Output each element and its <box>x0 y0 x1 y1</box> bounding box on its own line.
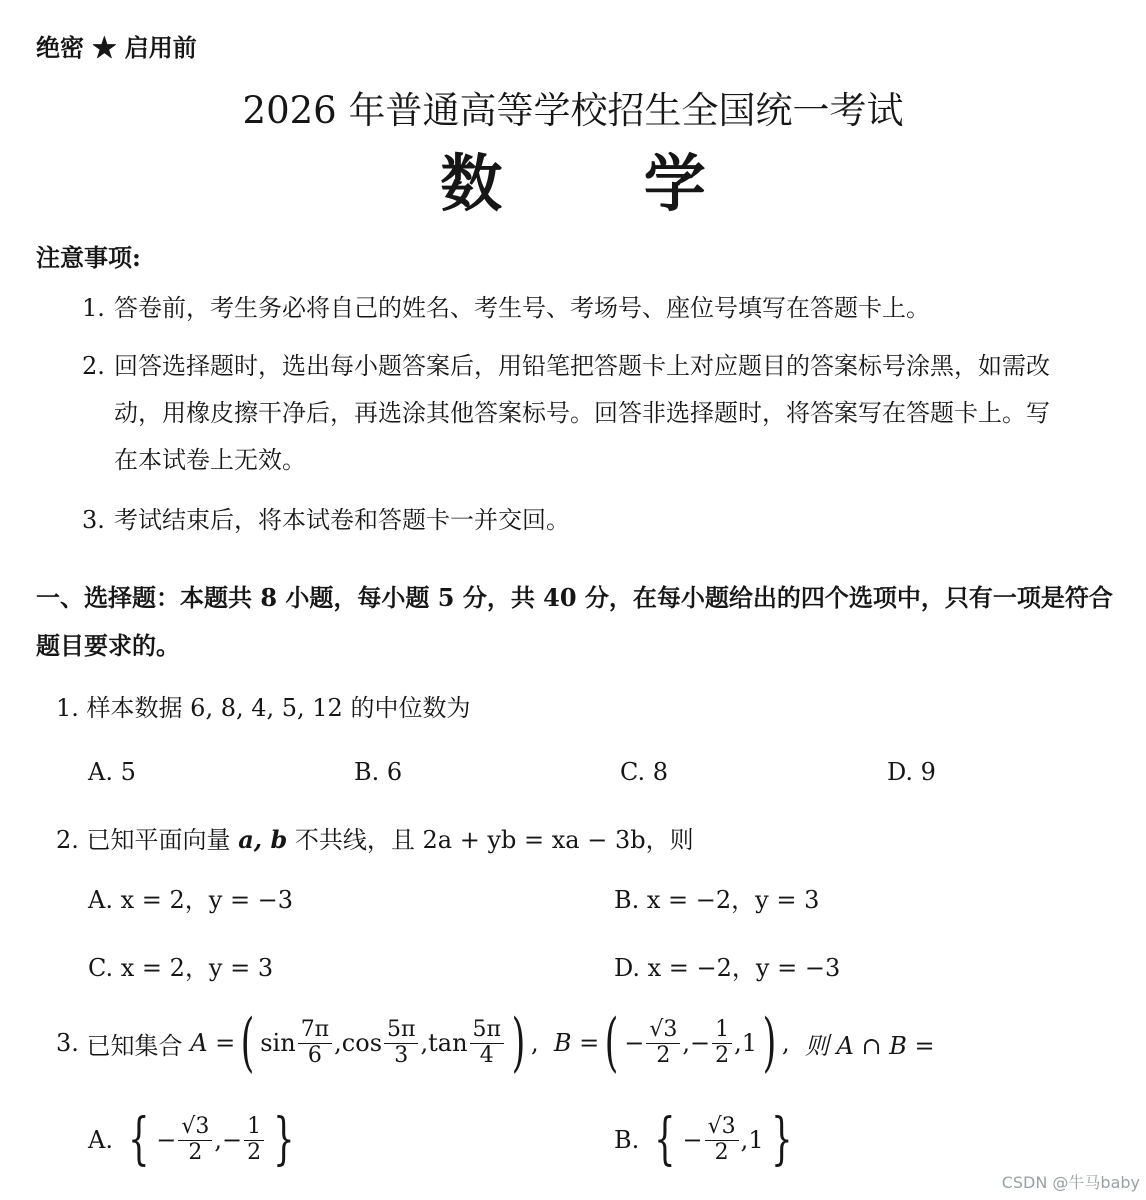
right-brace: } <box>770 1107 793 1172</box>
right-paren: ) <box>762 1006 777 1080</box>
question-tail: 则 A ∩ B = <box>804 1031 935 1060</box>
notice-item-text: 考试结束后，将本试卷和答题卡一并交回。 <box>114 506 570 534</box>
minus-sign: − <box>156 1126 177 1154</box>
vector-symbols: a, b <box>238 825 288 854</box>
q1-option-c: C. 8 <box>620 758 669 786</box>
question-1 <box>56 688 470 723</box>
notice-item-2 <box>82 346 1050 381</box>
question-number: 3. <box>56 1029 79 1057</box>
notice-item-number: 2. <box>82 352 105 380</box>
minus-sign: − <box>682 1126 703 1154</box>
set-b-label: B = <box>553 1029 600 1057</box>
notice-item-2-line-2: 动，用橡皮擦干净后，再选涂其他答案标号。回答非选择题时，将答案写在答题卡上。写 <box>114 399 1050 427</box>
fraction: $\frac{5\pi}{4}$ <box>470 1018 504 1067</box>
left-paren: ( <box>240 1006 255 1080</box>
watermark: CSDN @牛马baby <box>1001 1173 1140 1192</box>
q2-option-c: C. x = 2，y = 3 <box>88 954 274 982</box>
question-3: 3. 已知集合 A = ( sin $\frac{7\pi}{6}$ , cos $\frac{5\pi}{3}$ , tan $\frac{5\pi}{4}$ ) , B = ( − $\frac{√3}{2}$ , − $\frac{1}{2}$ , 1 ) , 则 A ∩ B = <box>56 1006 935 1080</box>
fraction: $\frac{√3}{2}$ <box>646 1018 680 1067</box>
exam-title: 2026 年普通高等学校招生全国统一考试 <box>242 89 904 132</box>
section-title: 一、选择题：本题共 8 小题，每小题 5 分，共 40 分，在每小题给出的四个选项中，只有一项是符合题目要求的。 <box>36 583 1113 660</box>
trig-fn: tan <box>428 1029 468 1057</box>
question-2 <box>56 820 694 855</box>
fraction: $\frac{5\pi}{3}$ <box>384 1018 418 1067</box>
trig-fn: cos <box>341 1029 383 1057</box>
right-paren: ) <box>511 1006 526 1080</box>
minus-sign: − <box>689 1029 711 1057</box>
q1-option-d: D. 9 <box>887 758 936 786</box>
notice-heading: 注意事项: <box>36 243 141 272</box>
question-text: 已知平面向量 <box>86 826 231 854</box>
question-number: 1. <box>56 694 79 722</box>
fraction: $\frac{7\pi}{6}$ <box>298 1018 332 1067</box>
question-text: 不共线，且 2a + yb = xa − 3b，则 <box>294 826 694 854</box>
subject-title: 数 学 <box>440 147 766 220</box>
right-brace: } <box>273 1107 295 1172</box>
left-paren: ( <box>604 1006 619 1080</box>
notice-item-number: 3. <box>82 506 105 534</box>
fraction: $\frac{√3}{2}$ <box>705 1115 739 1164</box>
left-brace: { <box>654 1107 676 1172</box>
q3-option-a: A. { − $\frac{√3}{2}$ , − $\frac{1}{2}$ } <box>88 1107 295 1172</box>
question-number: 2. <box>56 826 79 854</box>
trig-fn: sin <box>260 1029 296 1057</box>
option-label: B. <box>614 1126 640 1154</box>
q2-option-b: B. x = −2，y = 3 <box>614 886 820 914</box>
notice-item-3 <box>82 500 570 535</box>
left-brace: { <box>127 1107 150 1172</box>
option-label: A. <box>88 1126 113 1154</box>
notice-item-number: 1. <box>82 294 105 322</box>
q3-option-b: B. { − $\frac{√3}{2}$ , 1 } <box>614 1107 793 1172</box>
minus-sign: − <box>222 1126 243 1154</box>
minus-sign: − <box>624 1029 645 1057</box>
q1-option-b: B. 6 <box>354 758 403 786</box>
question-text: 已知集合 <box>86 1031 183 1060</box>
notice-item-text: 答卷前，考生务必将自己的姓名、考生号、考场号、座位号填写在答题卡上。 <box>114 294 930 322</box>
fraction: $\frac{√3}{2}$ <box>178 1115 212 1164</box>
secret-label: 绝密 ★ 启用前 <box>36 33 197 62</box>
notice-item-1 <box>82 288 930 323</box>
question-text: 样本数据 6, 8, 4, 5, 12 的中位数为 <box>86 694 471 722</box>
set-a-label: A = <box>190 1029 236 1057</box>
fraction: $\frac{1}{2}$ <box>712 1018 732 1067</box>
fraction: $\frac{1}{2}$ <box>244 1115 264 1164</box>
notice-item-text: 回答选择题时，选出每小题答案后，用铅笔把答题卡上对应题目的答案标号涂黑，如需改 <box>114 352 1050 380</box>
q1-option-a: A. 5 <box>88 758 136 786</box>
notice-item-2-line-3: 在本试卷上无效。 <box>114 446 306 474</box>
set-element: 1 <box>748 1126 764 1154</box>
set-element: 1 <box>741 1029 758 1057</box>
q2-option-d: D. x = −2，y = −3 <box>614 954 841 982</box>
q2-option-a: A. x = 2，y = −3 <box>88 886 294 914</box>
